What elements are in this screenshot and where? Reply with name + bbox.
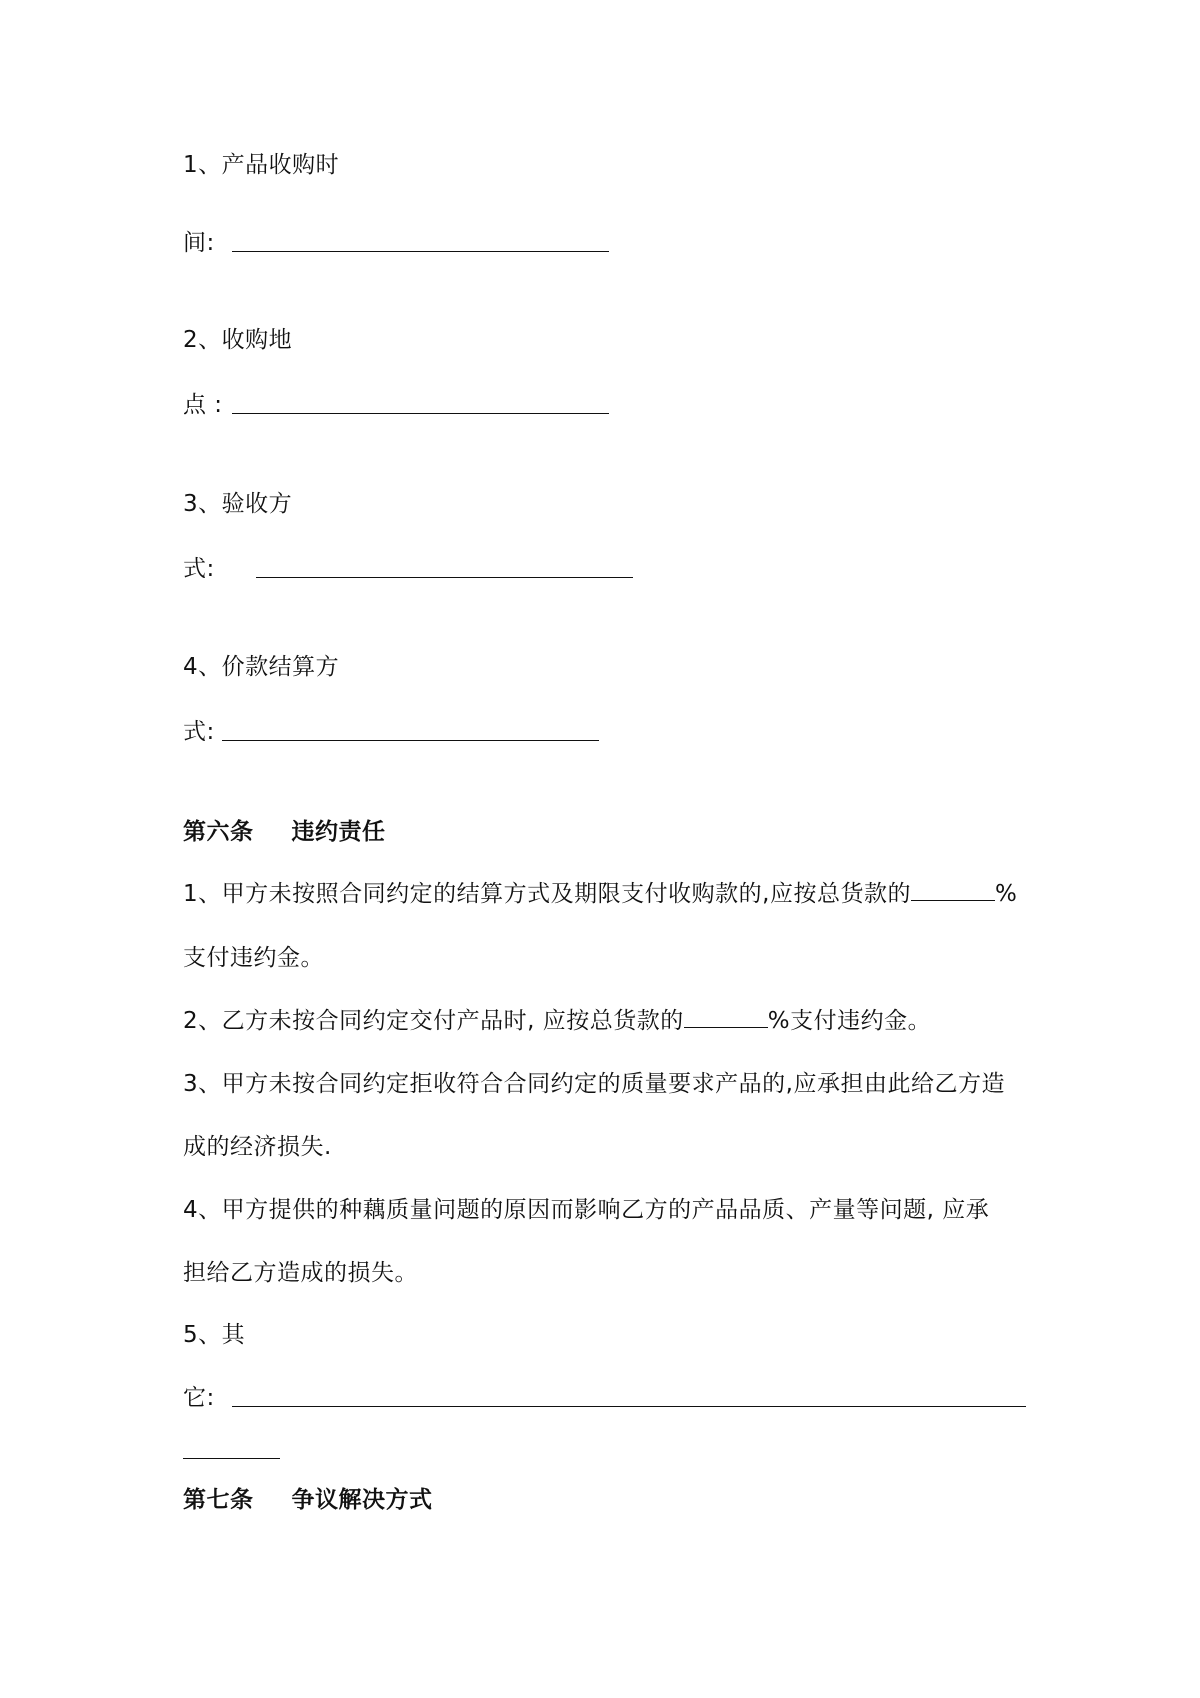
- clause6-3-line1: 3、甲方未按合同约定拒收符合合同约定的质量要求产品的,应承担由此给乙方造: [183, 1071, 1005, 1097]
- article7-title: 争议解决方式: [291, 1487, 433, 1513]
- clause6-5-fill-line: [232, 1406, 1026, 1407]
- item3-label-line2: 式:: [183, 556, 215, 582]
- clause6-5-line2: 它:: [183, 1385, 215, 1411]
- item2-fill-line: [232, 413, 609, 414]
- item2-label-line2: 点 :: [183, 392, 223, 418]
- article6-number: 第六条: [183, 819, 254, 845]
- clause6-5-fill-line-continued: [183, 1458, 280, 1459]
- article7-number: 第七条: [183, 1487, 254, 1513]
- item3-fill-line: [256, 577, 633, 578]
- clause6-1-blank: [911, 880, 995, 901]
- item4-label-line2: 式:: [183, 719, 215, 745]
- clause6-1-percent: %: [994, 881, 1018, 907]
- clause6-2-blank: [684, 1007, 768, 1028]
- item4-fill-line: [222, 740, 599, 741]
- clause6-2-text: 2、乙方未按合同约定交付产品时, 应按总货款的: [183, 1008, 684, 1034]
- article6-heading: [183, 818, 386, 846]
- article7-heading: [183, 1486, 433, 1514]
- item2-label-line1: 2、收购地: [183, 327, 293, 353]
- clause6-1-text: 1、甲方未按照合同约定的结算方式及期限支付收购款的,应按总货款的: [183, 881, 911, 907]
- clause6-4-line2: 担给乙方造成的损失。: [183, 1260, 418, 1286]
- clause6-5-line1: 5、其: [183, 1322, 246, 1348]
- clause6-1-line1: [183, 880, 1017, 908]
- item1-label-line1: 1、产品收购时: [183, 152, 340, 178]
- clause6-4-line1: 4、甲方提供的种藕质量问题的原因而影响乙方的产品品质、产量等问题, 应承: [183, 1197, 990, 1223]
- article6-title: 违约责任: [291, 819, 386, 845]
- clause6-1-line2: 支付违约金。: [183, 945, 324, 971]
- item1-fill-line: [232, 251, 609, 252]
- item1-label-line2: 间:: [183, 230, 215, 256]
- clause6-2: [183, 1007, 931, 1035]
- item3-label-line1: 3、验收方: [183, 491, 293, 517]
- item4-label-line1: 4、价款结算方: [183, 654, 340, 680]
- clause6-3-line2: 成的经济损失.: [183, 1134, 332, 1160]
- clause6-2-text-end: %支付违约金。: [767, 1008, 932, 1034]
